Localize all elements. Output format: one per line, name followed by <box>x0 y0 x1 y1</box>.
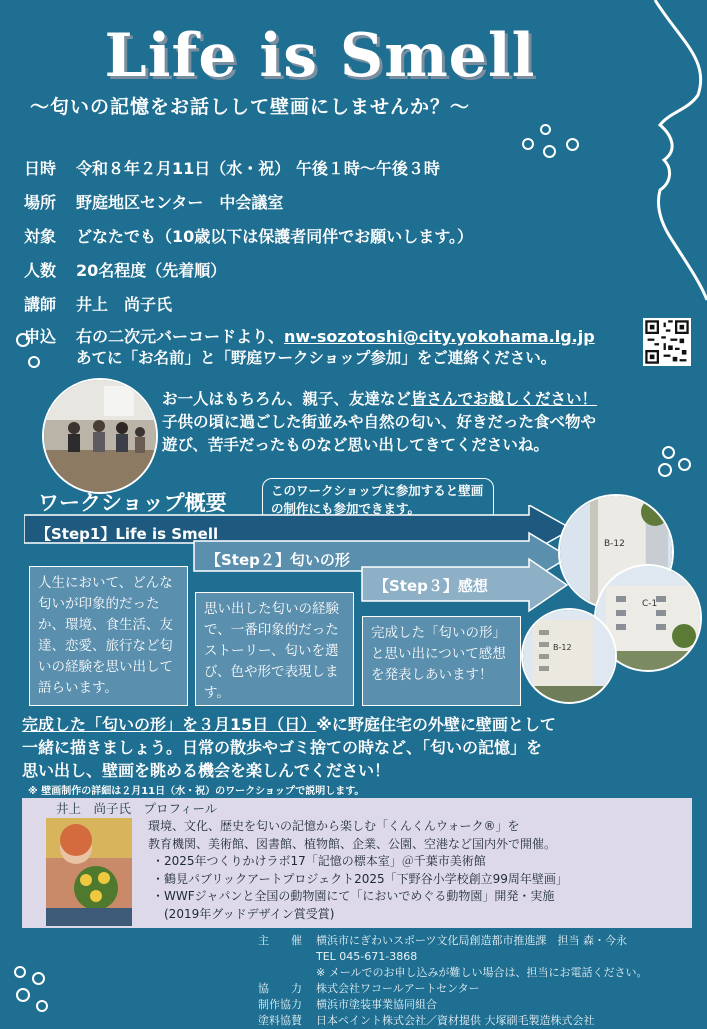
bubble-decoration <box>658 463 672 477</box>
building-number-label: B-12 <box>604 539 625 549</box>
credit-value: 横浜市塗装事業協同組合 <box>316 998 437 1011</box>
apply-instruction: あてに「お名前」と「野庭ワークショップ参加」をご連絡ください。 <box>76 349 557 367</box>
mural-message-line: 思い出し、壁画を眺める機会を楽しんでください！ <box>22 761 391 780</box>
bubble-decoration <box>678 458 691 471</box>
profile-text <box>148 818 693 923</box>
bubble-decoration <box>566 138 579 151</box>
info-value: どなたでも（10歳以下は保護者同伴でお願いします。） <box>76 227 473 246</box>
info-value: 野庭地区センター 中会議室 <box>76 193 284 212</box>
step1-description: 人生において、どんな匂いが印象的だったか、環境、食生活、友達、恋愛、旅行など匂いの経験を思い出して語らいます。 <box>29 566 188 706</box>
profile-line: 環境、文化、歴史を匂いの記憶から楽しむ「くんくんウォーク®」を <box>148 819 520 833</box>
qr-code[interactable] <box>643 318 691 366</box>
info-row-target <box>24 224 473 247</box>
mural-message <box>22 713 692 782</box>
bubble-decoration <box>36 1000 48 1012</box>
profile-line: ・WWFジャパンと全国の動物園にて「においでめぐる動物園」開発・実施 <box>152 889 555 903</box>
info-label: 人数 <box>24 261 57 280</box>
info-row-lecturer <box>24 292 172 315</box>
apply-text: 右の二次元バーコードより、 <box>76 327 285 346</box>
building-number-label: B-12 <box>553 643 572 652</box>
profile-line: (2019年グッドデザイン賞受賞) <box>152 906 335 921</box>
credit-key: 主 催 <box>258 934 302 947</box>
credit-value: 日本ペイント株式会社／資材提供 大塚刷毛製造株式会社 <box>316 1014 595 1027</box>
bubble-decoration <box>522 138 534 150</box>
info-row-place <box>24 190 283 213</box>
info-row-capacity <box>24 258 226 281</box>
workshop-heading: ワークショップ概要 <box>38 491 227 515</box>
bubble-decoration <box>540 124 551 135</box>
mural-message-line: 完成した「匂いの形」を３月15日（日） <box>22 715 317 734</box>
credit-value: 株式会社ワコールアートセンター <box>316 982 480 995</box>
credit-value: 横浜市にぎわいスポーツ文化局創造都市推進課 担当 森・今永 <box>316 934 628 947</box>
mural-message-line: ※に野庭住宅の外壁に壁画として <box>316 715 556 734</box>
intro-line: お一人はもちろん、親子、友達など <box>162 390 411 408</box>
credits <box>258 933 648 1029</box>
credit-key: 制作協力 <box>258 998 302 1011</box>
building-photo <box>521 608 617 704</box>
credit-value: TEL 045-671-3868 <box>316 950 418 963</box>
step1-label: 【Step1】Life is Smell <box>36 525 219 543</box>
info-row-datetime <box>24 156 440 179</box>
mural-footnote: ※ 壁画制作の詳細は２月11日（水・祝）のワークショップで説明します。 <box>28 786 365 797</box>
profile-line: 教育機関、美術館、図書館、植物館、企業、公園、空港など国内外で開催。 <box>148 836 557 851</box>
info-label: 場所 <box>24 193 57 212</box>
bubble-decoration <box>28 356 40 368</box>
credit-value: ※ メールでのお申し込みが難しい場合は、担当にお電話ください。 <box>316 966 648 979</box>
intro-line: 遊び、苦手だったものなど思い出してきてくださいね。 <box>162 436 549 454</box>
info-label: 日時 <box>24 159 57 178</box>
page-subtitle: ～匂いの記憶をお話しして壁画にしませんか？～ <box>30 96 471 118</box>
credit-key: 協 力 <box>258 982 302 995</box>
bubble-decoration <box>543 145 556 158</box>
intro-text <box>162 388 702 457</box>
step3-label: 【Step３】感想 <box>374 577 488 595</box>
lecturer-photo <box>46 818 132 926</box>
info-row-apply <box>24 324 595 347</box>
credit-key: 塗料協賛 <box>258 1014 302 1027</box>
profile-line: ・鶴見パブリックアートプロジェクト2025「下野谷小学校創立99周年壁画」 <box>152 871 568 886</box>
workshop-note: このワークショップに参加すると壁画の制作にも参加できます。 <box>262 478 494 522</box>
bubble-decoration <box>32 972 45 985</box>
info-value: 令和８年２月11日（水・祝） 午後１時～午後３時 <box>76 159 440 178</box>
step3-description: 完成した「匂いの形」と思い出について感想を発表しあいます！ <box>362 616 521 706</box>
building-number-label: C-1 <box>642 599 658 609</box>
email-link[interactable]: nw-sozotoshi@city.yokohama.lg.jp <box>284 327 595 346</box>
intro-line: 子供の頃に過ごした街並みや自然の匂い、好きだった食べ物や <box>162 413 597 431</box>
info-value: 20名程度（先着順） <box>76 261 227 280</box>
profile-line: ・2025年つくりかけラボ17「記憶の標本室」＠千葉市美術館 <box>152 854 486 868</box>
bubble-decoration <box>14 966 26 978</box>
page-title: Life is Smell <box>104 21 536 91</box>
workshop-photo <box>42 378 158 494</box>
info-value: 井上 尚子氏 <box>76 295 173 314</box>
info-label: 対象 <box>24 227 57 246</box>
info-label: 講師 <box>24 295 57 314</box>
mural-message-line: 一緒に描きましょう。日常の散歩やゴミ捨ての時など、「匂いの記憶」を <box>22 738 543 757</box>
info-label: 申込 <box>24 327 57 346</box>
profile-heading: 井上 尚子氏 プロフィール <box>56 801 218 816</box>
intro-line-emphasis: 皆さんでお越しください！ <box>410 390 597 408</box>
step2-description: 思い出した匂いの経験で、一番印象的だったストーリー、匂いを選び、色や形で表現します。 <box>195 592 354 706</box>
bubble-decoration <box>16 988 30 1002</box>
step2-label: 【Step２】匂いの形 <box>206 551 350 569</box>
